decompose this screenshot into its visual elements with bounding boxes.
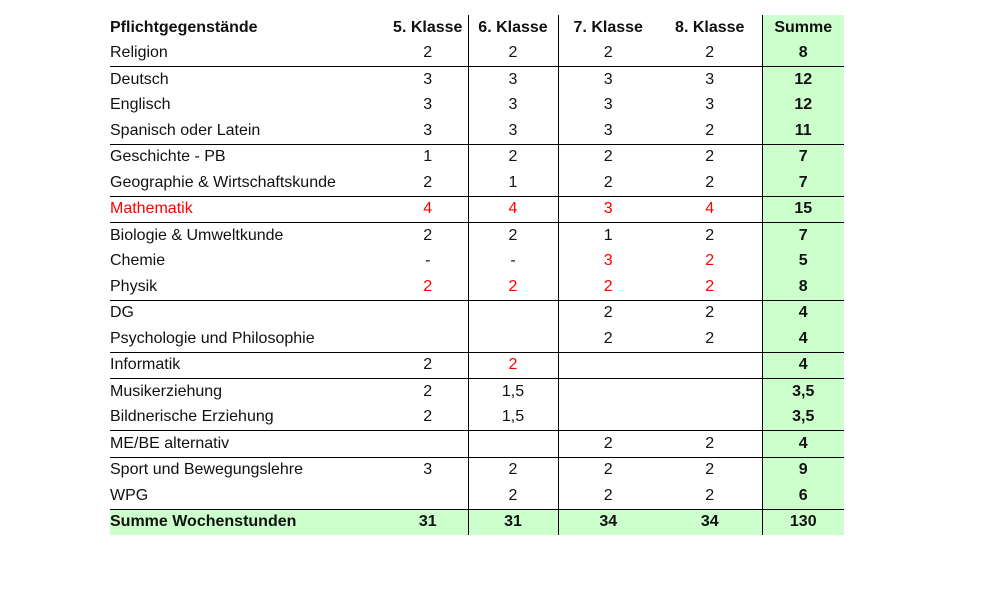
k5-cell: 4	[388, 196, 468, 223]
k5-cell: 2	[388, 223, 468, 249]
k6-cell: 3	[468, 118, 558, 144]
k8-cell: 2	[705, 486, 715, 504]
k8-cell: 2	[705, 44, 715, 62]
subject-cell: Informatik	[110, 352, 388, 379]
subject-cell: Mathematik	[110, 196, 388, 223]
k5-cell: 2	[423, 44, 433, 62]
total-k7: 34	[558, 509, 658, 535]
k8-cell	[658, 405, 762, 431]
k5-cell: 2	[423, 408, 433, 426]
k8-cell: 2	[705, 277, 715, 295]
header-row	[110, 15, 844, 41]
k8-cell: 2	[705, 329, 715, 347]
sum-cell: 4	[762, 352, 844, 379]
k6-cell: 1,5	[468, 405, 558, 431]
k6-cell: 2	[468, 457, 558, 483]
stundentafel-table	[110, 15, 844, 535]
table-row	[110, 249, 844, 275]
subject-cell: Chemie	[110, 252, 166, 270]
sum-cell: 6	[762, 483, 844, 509]
table-row	[110, 300, 844, 326]
table-row	[110, 144, 844, 170]
subject-cell: Geschichte - PB	[110, 144, 388, 170]
table-row	[110, 405, 844, 431]
subject-cell: Psychologie und Philosophie	[110, 329, 315, 347]
total-k6: 31	[468, 509, 558, 535]
k6-cell	[468, 300, 558, 326]
k7-cell: 3	[558, 93, 658, 119]
k7-cell: 3	[558, 118, 658, 144]
sum-cell: 11	[762, 118, 844, 144]
k5-cell	[388, 431, 468, 458]
table-row	[110, 457, 844, 483]
k5-cell: 3	[423, 121, 433, 139]
sum-cell: 3,5	[762, 405, 844, 431]
k7-cell: 2	[558, 170, 658, 196]
sum-cell: 7	[762, 170, 844, 196]
table-row	[110, 483, 844, 509]
k8-cell: 2	[658, 431, 762, 458]
k8-cell	[658, 379, 762, 405]
subject-cell: Musikerziehung	[110, 379, 388, 405]
table-row	[110, 118, 844, 144]
k8-cell: 2	[658, 457, 762, 483]
k8-cell: 2	[705, 121, 715, 139]
sum-cell: 5	[762, 249, 844, 275]
k7-cell: 3	[558, 67, 658, 93]
sum-cell: 15	[762, 196, 844, 223]
header-klasse-5: 5. Klasse	[393, 18, 463, 36]
header-klasse-8: 8. Klasse	[675, 18, 745, 36]
k8-cell: 4	[658, 196, 762, 223]
k7-cell: 2	[558, 144, 658, 170]
sum-cell: 12	[762, 67, 844, 93]
k6-cell: 2	[468, 41, 558, 67]
table-row	[110, 431, 844, 458]
k8-cell: 3	[658, 67, 762, 93]
table-row	[110, 352, 844, 379]
header-subject: Pflichtgegenstände	[110, 18, 258, 36]
k7-cell: 3	[558, 249, 658, 275]
k7-cell: 2	[558, 431, 658, 458]
k5-cell: 2	[388, 352, 468, 379]
subject-cell: Englisch	[110, 96, 171, 114]
sum-cell: 4	[762, 326, 844, 352]
k6-cell: 2	[468, 223, 558, 249]
k5-cell: 3	[423, 96, 433, 114]
subject-cell: Deutsch	[110, 67, 388, 93]
k8-cell: 2	[658, 300, 762, 326]
k5-cell: 2	[423, 277, 433, 295]
k5-cell: -	[425, 252, 431, 270]
k8-cell: 2	[705, 252, 715, 270]
sum-cell: 12	[762, 93, 844, 119]
k7-cell: 2	[558, 41, 658, 67]
k7-cell: 3	[558, 196, 658, 223]
k6-cell: 3	[468, 67, 558, 93]
k6-cell: 3	[468, 93, 558, 119]
k7-cell: 2	[558, 457, 658, 483]
total-label: Summe Wochenstunden	[110, 509, 388, 535]
subject-cell: ME/BE alternativ	[110, 431, 388, 458]
k6-cell: 4	[468, 196, 558, 223]
table-row	[110, 223, 844, 249]
sum-cell: 7	[762, 144, 844, 170]
k6-cell: 2	[468, 144, 558, 170]
k6-cell: 2	[468, 352, 558, 379]
k7-cell: 2	[558, 483, 658, 509]
total-k5: 31	[388, 509, 468, 535]
k8-cell: 2	[658, 223, 762, 249]
k7-cell: 2	[558, 274, 658, 300]
k5-cell: 1	[388, 144, 468, 170]
subject-cell: Physik	[110, 277, 158, 295]
k6-cell	[468, 326, 558, 352]
subject-cell: DG	[110, 300, 388, 326]
k6-cell: 2	[468, 483, 558, 509]
sum-cell: 4	[762, 300, 844, 326]
k5-cell: 3	[388, 457, 468, 483]
table-row	[110, 379, 844, 405]
k8-cell: 2	[705, 173, 715, 191]
sum-cell: 7	[762, 223, 844, 249]
total-row	[110, 509, 844, 535]
k7-cell: 2	[558, 326, 658, 352]
k7-cell	[558, 352, 658, 379]
header-klasse-7: 7. Klasse	[558, 15, 658, 41]
k7-cell: 2	[558, 300, 658, 326]
total-sum: 130	[762, 509, 844, 535]
subject-cell: Religion	[110, 44, 168, 62]
k5-cell	[388, 483, 468, 509]
k8-cell	[658, 352, 762, 379]
k5-cell	[388, 300, 468, 326]
header-klasse-6: 6. Klasse	[468, 15, 558, 41]
k6-cell: 1	[468, 170, 558, 196]
subject-cell: Biologie & Umweltkunde	[110, 223, 388, 249]
total-k8: 34	[658, 509, 762, 535]
k8-cell: 2	[658, 144, 762, 170]
k6-cell: -	[468, 249, 558, 275]
k5-cell: 3	[388, 67, 468, 93]
sum-cell: 8	[762, 274, 844, 300]
table-row	[110, 326, 844, 352]
subject-cell: Spanisch oder Latein	[110, 121, 261, 139]
subject-cell: Geographie & Wirtschaftskunde	[110, 173, 336, 191]
k5-cell	[388, 326, 468, 352]
sum-cell: 3,5	[762, 379, 844, 405]
k6-cell: 1,5	[468, 379, 558, 405]
k5-cell: 2	[388, 379, 468, 405]
table-row	[110, 170, 844, 196]
k5-cell: 2	[423, 173, 433, 191]
subject-cell: Bildnerische Erziehung	[110, 408, 274, 426]
k7-cell: 1	[558, 223, 658, 249]
sum-cell: 8	[762, 41, 844, 67]
k8-cell: 3	[705, 96, 715, 114]
subject-cell: Sport und Bewegungslehre	[110, 457, 388, 483]
table-row	[110, 67, 844, 93]
table-row	[110, 41, 844, 67]
k6-cell: 2	[468, 274, 558, 300]
table-row	[110, 93, 844, 119]
k7-cell	[558, 379, 658, 405]
k7-cell	[558, 405, 658, 431]
header-summe: Summe	[762, 15, 844, 41]
table-row	[110, 274, 844, 300]
sum-cell: 9	[762, 457, 844, 483]
subject-cell: WPG	[110, 486, 149, 504]
table-row	[110, 196, 844, 223]
sum-cell: 4	[762, 431, 844, 458]
k6-cell	[468, 431, 558, 458]
